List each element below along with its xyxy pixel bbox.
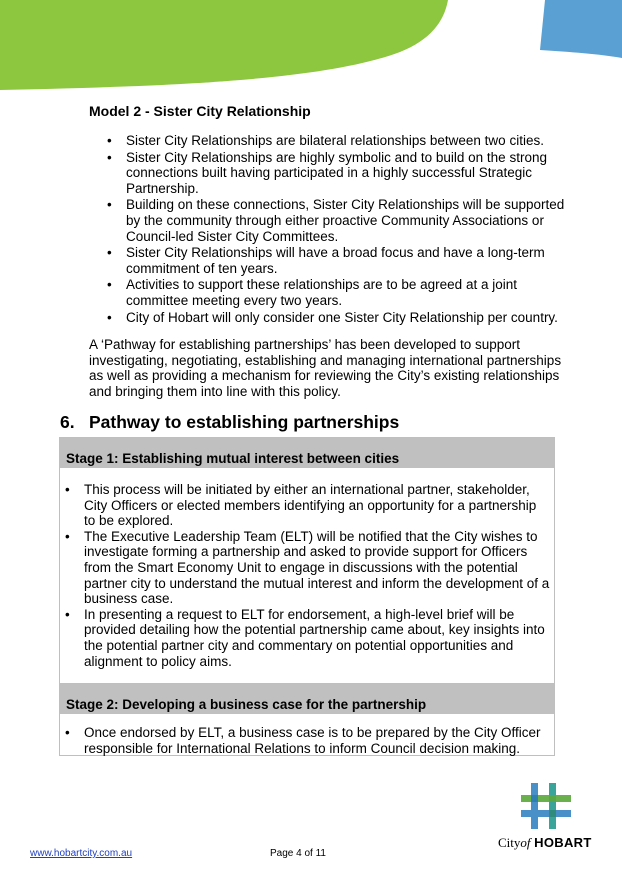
page-number: Page 4 of 11 <box>270 848 326 859</box>
list-item: • Building on these connections, Sister City Relationships will be supported by the community through either proactive Community Associations or Council-led Sister City Committees. <box>126 197 571 244</box>
section-heading <box>60 411 399 433</box>
model-bullet-list <box>126 133 571 326</box>
model-heading: Model 2 - Sister City Relationship <box>89 103 311 119</box>
stage-2-bullet-list <box>84 725 550 756</box>
stage-1-bullet-list <box>84 482 550 669</box>
section-number: 6. <box>60 412 75 432</box>
logo-hobart: HOBART <box>534 835 592 850</box>
list-item: • Sister City Relationships are highly symbolic and to build on the strong connections built having participated in a highly successful Strategic Partnership. <box>126 150 571 197</box>
intro-paragraph: A ‘Pathway for establishing partnerships’ has been developed to support investigating, negotiating, establishing and managing international partnerships as well as providing a mechanism for reviewing the City’s existing relationships and bringing them into line with this policy. <box>89 337 562 399</box>
list-item: • Sister City Relationships will have a broad focus and have a long-term commitment of ten years. <box>126 245 571 276</box>
list-item: • Once endorsed by ELT, a business case is to be prepared by the City Officer responsible for International Relations to inform Council decision making. <box>84 725 550 756</box>
website-link[interactable]: www.hobartcity.com.au <box>30 848 133 859</box>
stage-2-header: Stage 2: Developing a business case for the partnership <box>60 684 554 714</box>
stage-1-header: Stage 1: Establishing mutual interest between cities <box>60 438 554 468</box>
section-title: Pathway to establishing partnerships <box>89 412 400 432</box>
logo-city: City <box>498 835 521 850</box>
list-item: • City of Hobart will only consider one Sister City Relationship per country. <box>126 310 571 326</box>
logo-wordmark <box>498 835 592 851</box>
city-of-hobart-logo-icon <box>521 783 571 829</box>
list-item: • In presenting a request to ELT for endorsement, a high-level brief will be provided detailing how the potential partnership came about, key insights into the potential partner city and commentary on potential opportunities and alignment to policy aims. <box>84 607 550 669</box>
list-item: • The Executive Leadership Team (ELT) will be notified that the City wishes to investigate forming a partnership and asked to provide support for Officers from the Smart Economy Unit to engage in discussions with the potential partner city to understand the mutual interest and inform the development of a business case. <box>84 529 550 607</box>
logo-of: of <box>520 835 531 850</box>
list-item: • Sister City Relationships are bilateral relationships between two cities. <box>126 133 571 149</box>
list-item: • This process will be initiated by either an international partner, stakeholder, City Officers or elected members identifying an opportunity for a partnership to be explored. <box>84 482 550 529</box>
list-item: • Activities to support these relationships are to be agreed at a joint committee meeting every two years. <box>126 277 571 308</box>
